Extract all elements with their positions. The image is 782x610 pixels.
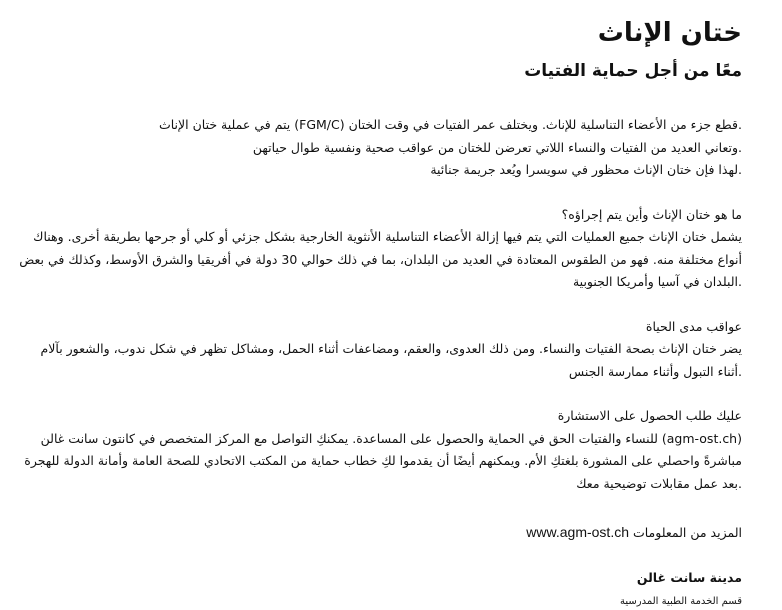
intro-line: .لهذا فإن ختان الإناث محظور في سويسرا ويُعد جريمة جنائية — [430, 162, 742, 177]
paragraph-line: مباشرةً واحصلي على المشورة بلغتكِ الأم. ويمكنهم أيضًا أن يقدموا لكِ خطاب حماية من المكتب الاتحادي للصحة العامة وأمانة الدولة للهجرة — [24, 453, 742, 468]
paragraph-line: أنواع مختلفة منه. فهو من الطقوس المعتادة في العديد من البلدان، بما في ذلك حوالي 30 دولة في أفريقيا والشرق الأوسط، وكذلك في بعض — [19, 251, 742, 267]
paragraph-line: .أثناء التبول وأثناء ممارسة الجنس — [568, 363, 742, 379]
paragraph-line: .البلدان في آسيا وأمريكا الجنوبية — [572, 274, 742, 289]
intro-line: .وتعاني العديد من الفتيات والنساء اللاتي تعرضن للختان من عواقب صحية ونفسية طوال حياتهن — [252, 139, 742, 155]
paragraph-line: (agm-ost.ch) للنساء والفتيات الحق في الحماية والحصول على المساعدة. يمكنكِ التواصل مع المركز المتخصص في كانتون سانت غالن — [40, 430, 742, 446]
paragraph-line: يضر ختان الإناث بصحة الفتيات والنساء. ومن ذلك العدوى، والعقم، ومضاعفات أثناء الحمل، ومشاكل تظهر في شكل ندوب، والشعور بآلام — [40, 341, 742, 356]
section-heading: عليك طلب الحصول على الاستشارة — [557, 408, 742, 423]
paragraph-line: .بعد عمل مقابلات توضيحية معك — [576, 475, 742, 491]
page-title: ختان الإناث — [597, 18, 742, 48]
counseling-section — [24, 405, 742, 495]
consequences-section — [40, 316, 742, 384]
intro-paragraph — [50, 114, 742, 182]
page-subtitle: معًا من أجل حماية الفتيات — [524, 61, 742, 81]
signature-department: قسم الخدمة الطبية المدرسية — [619, 596, 742, 607]
section-heading: عواقب مدى الحياة — [645, 318, 742, 334]
intro-line: .قطع جزء من الأعضاء التناسلية للإناث. ويختلف عمر الفتيات في وقت الختان (FGM/C) يتم في عملية ختان الإناث — [158, 117, 742, 132]
more-info-label: المزيد من المعلومات — [632, 525, 742, 540]
paragraph-line: يشمل ختان الإناث جميع العمليات التي يتم فيها إزالة الأعضاء التناسلية الأنثوية الخارجية بشكل جزئي أو كلي أو جرحها بطريقة أخرى. وهناك — [33, 229, 742, 244]
signature-city: مدينة سانت غالن — [636, 570, 742, 585]
more-info-line — [50, 521, 742, 544]
more-info-link[interactable]: www.agm-ost.ch — [526, 524, 629, 540]
section-heading: ما هو ختان الإناث وأين يتم إجراؤه؟ — [561, 206, 742, 222]
what-where-section — [19, 204, 742, 294]
